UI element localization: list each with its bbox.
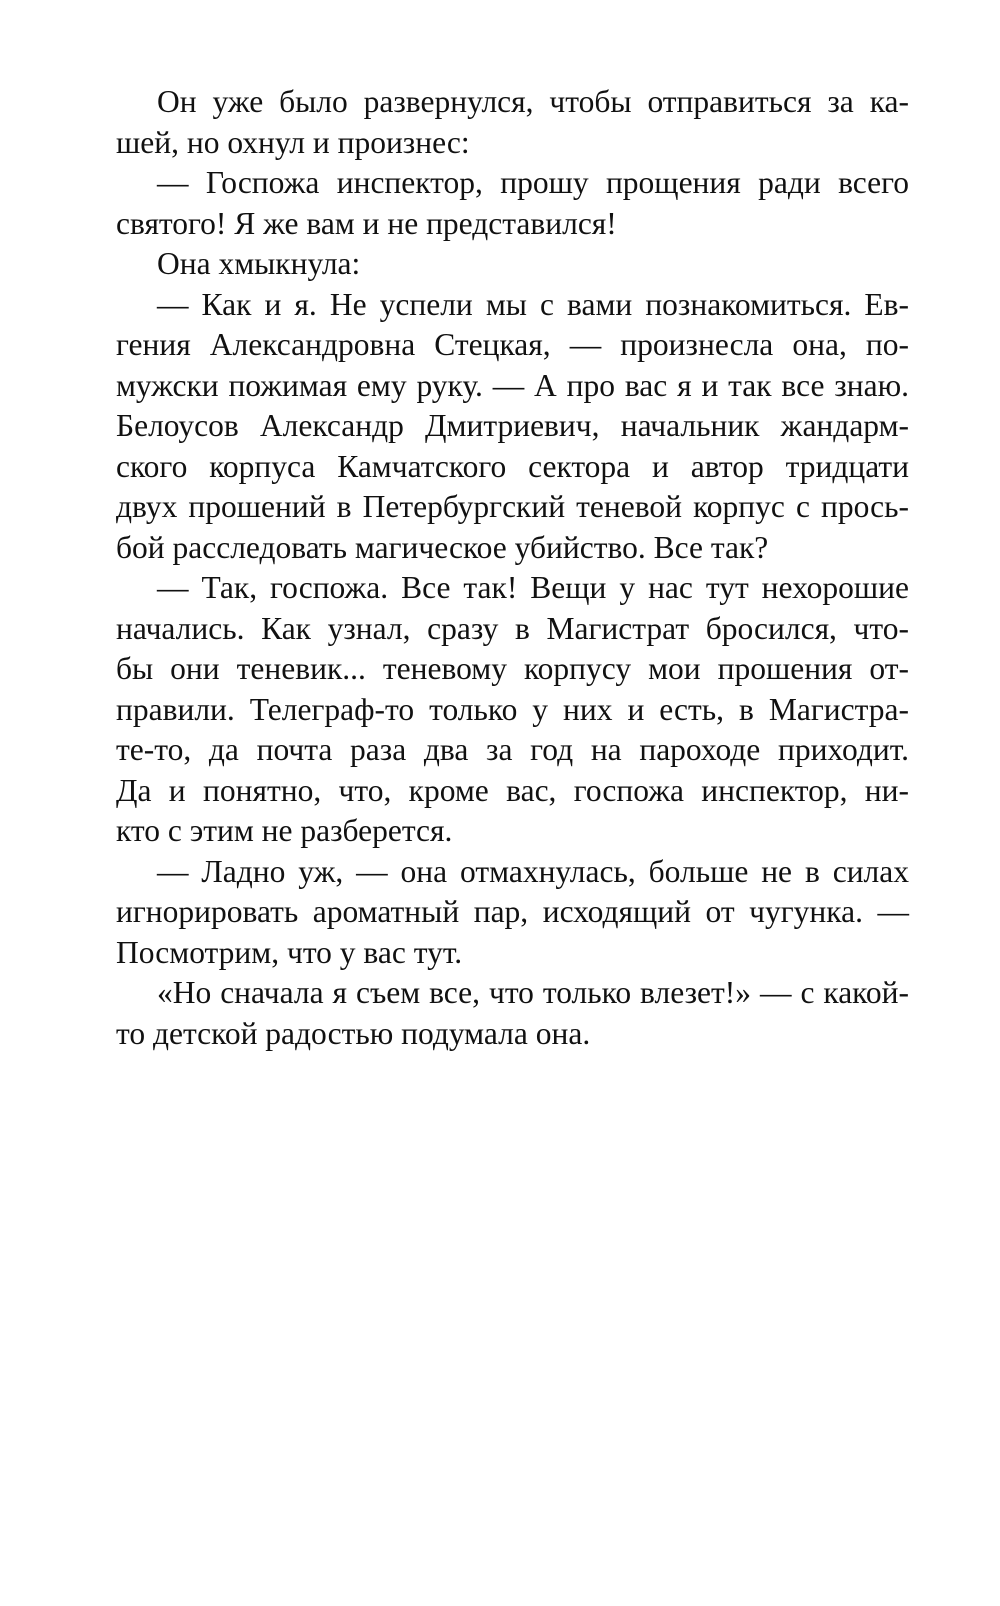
text-line: игнорировать ароматный пар, исходящий от чугунка. —: [116, 894, 909, 929]
text-line: гения Александровна Стецкая, — произнесла она, по-: [116, 327, 909, 362]
text-line: — Ладно уж, — она отмахнулась, больше не в силах: [157, 853, 909, 889]
paragraph: [116, 973, 909, 1054]
text-line: — Как и я. Не успели мы с вами познакомиться. Ев-: [157, 286, 909, 322]
text-line: двух прошений в Петербургский теневой корпус с прось-: [116, 489, 909, 524]
paragraph: [116, 82, 909, 163]
paragraph: [116, 285, 909, 569]
text-line: те-то, да почта раза два за год на пароходе приходит.: [116, 732, 909, 767]
text-line: бы они теневик... теневому корпусу мои прошения от-: [116, 651, 909, 686]
book-page: [116, 82, 909, 1054]
text-line: Она хмыкнула:: [157, 246, 361, 281]
paragraph: [116, 852, 909, 974]
text-line: то детской радостью подумала она.: [116, 1015, 591, 1051]
text-line: — Госпожа инспектор, прошу прощения ради всего: [157, 165, 909, 200]
text-line: начались. Как узнал, сразу в Магистрат бросился, что-: [116, 610, 909, 646]
paragraph: [116, 568, 909, 852]
text-line: Он уже было развернулся, чтобы отправиться за ка-: [157, 84, 909, 119]
text-line: ского корпуса Камчатского сектора и автор тридцати: [116, 448, 909, 484]
text-line: Белоусов Александр Дмитриевич, начальник жандарм-: [116, 408, 909, 443]
text-line: мужски пожимая ему руку. — А про вас я и так все знаю.: [116, 367, 909, 403]
text-line: «Но сначала я съем все, что только влезет!» — с какой-: [157, 975, 909, 1010]
paragraph: [116, 244, 909, 285]
text-line: святого! Я же вам и не представился!: [116, 205, 617, 241]
text-line: шей, но охнул и произнес:: [116, 124, 470, 160]
text-line: Посмотрим, что у вас тут.: [116, 934, 463, 970]
text-line: правили. Телеграф-то только у них и есть, в Магистра-: [116, 691, 909, 727]
text-line: бой расследовать магическое убийство. Все так?: [116, 529, 769, 565]
paragraph: [116, 163, 909, 244]
text-line: Да и понятно, что, кроме вас, госпожа инспектор, ни-: [116, 772, 909, 808]
text-line: кто с этим не разберется.: [116, 813, 453, 848]
text-line: — Так, госпожа. Все так! Вещи у нас тут нехорошие: [157, 570, 909, 605]
